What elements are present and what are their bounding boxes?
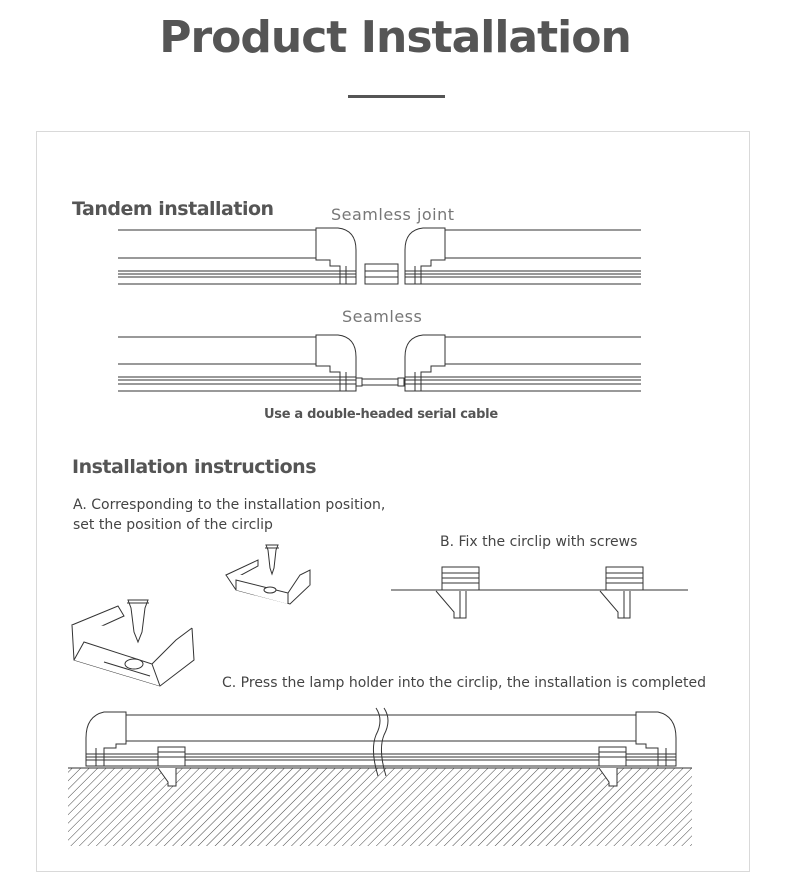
- step-a-line1: A. Corresponding to the installation position,: [73, 497, 386, 513]
- installed-lamp-drawing: [68, 708, 692, 846]
- step-c-label: C. Press the lamp holder into the circlip, the installation is completed: [222, 675, 706, 691]
- step-b-label: B. Fix the circlip with screws: [440, 534, 638, 550]
- circlip-fixed-drawing: [391, 567, 688, 618]
- step-a-line2: set the position of the circlip: [73, 517, 273, 533]
- tandem-cable-diagram: [118, 335, 641, 391]
- circlip-large-drawing: [72, 600, 194, 686]
- circlip-small-drawing: [226, 545, 310, 604]
- seamless-joint-label: Seamless joint: [331, 205, 455, 224]
- tandem-heading: Tandem installation: [72, 198, 274, 220]
- mounting-surface: [68, 768, 692, 846]
- cable-caption: Use a double-headed serial cable: [264, 407, 498, 422]
- tandem-joint-diagram: [118, 228, 641, 284]
- page-title: Product Installation: [159, 12, 631, 63]
- instructions-heading: Installation instructions: [72, 456, 317, 478]
- seamless-label: Seamless: [342, 307, 423, 326]
